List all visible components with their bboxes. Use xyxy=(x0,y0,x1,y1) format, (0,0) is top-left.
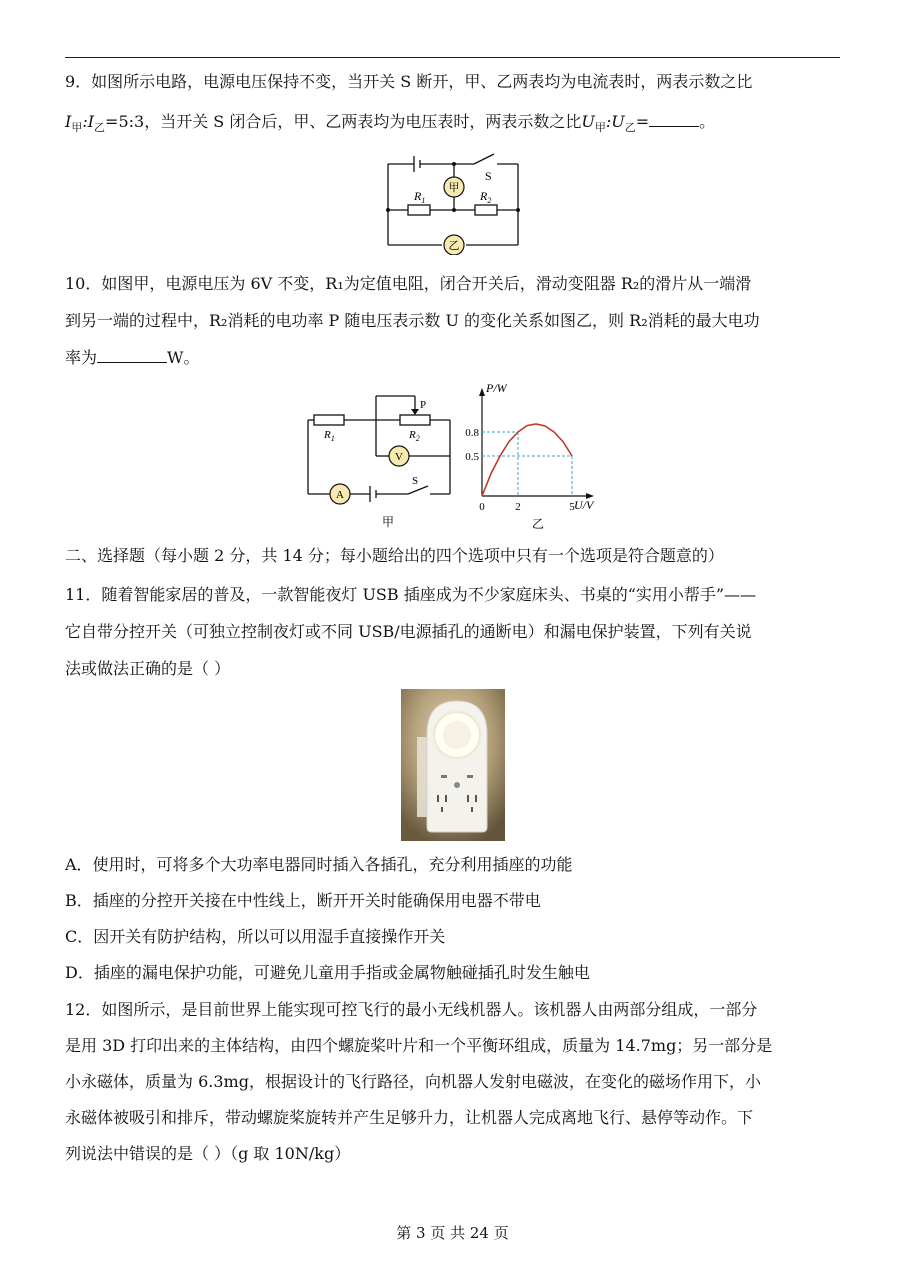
q12-line4: 永磁体被吸引和排斥，带动螺旋桨旋转并产生足够升力，让机器人完成离地飞行、悬停等动作。下 xyxy=(65,1108,754,1127)
q12-line3: 小永磁体，质量为 6.3mg，根据设计的飞行路径，向机器人发射电磁波，在变化的磁场作用下，小 xyxy=(65,1072,761,1091)
chart-caption: 乙 xyxy=(531,517,545,531)
y-tick-label: 0.8 xyxy=(465,427,479,439)
q10-power-voltage-chart xyxy=(462,378,612,533)
y-axis-label: P/W xyxy=(486,381,507,395)
q11-line2: 它自带分控开关（可独立控制夜灯或不同 USB/电源插孔的通断电）和漏电保护装置，下列有关说 xyxy=(65,622,752,641)
slider-label: P xyxy=(420,399,427,411)
q11-line1: 11．随着智能家居的普及，一款智能夜灯 USB 插座成为不少家庭床头、书桌的“实用小帮手”—— xyxy=(65,585,757,604)
power-curve xyxy=(482,424,572,496)
q11-option-b[interactable]: B．插座的分控开关接在中性线上，断开开关时能确保用电器不带电 xyxy=(65,891,541,910)
x-tick-label: 0 xyxy=(479,501,485,513)
q10-line3: 率为 W。 xyxy=(65,348,200,367)
q9-line2: $I_甲:I_乙=5:3$，当开关 S 闭合后，甲、乙两表均为电压表时，两表示数之比$U_甲:U_乙=$ 。 xyxy=(65,112,716,135)
junction-dot xyxy=(386,208,390,212)
top-rule xyxy=(65,57,840,58)
r2-label: $R_2$ xyxy=(480,189,492,205)
junction-dot xyxy=(516,208,520,212)
r1-label: $R_1$ xyxy=(414,189,426,205)
x-tick-label: 2 xyxy=(515,501,521,513)
q12-line5: 列说法中错误的是（ ）（g 取 10N/kg） xyxy=(65,1144,351,1163)
q11-option-a[interactable]: A．使用时，可将多个大功率电器同时插入各插孔，充分利用插座的功能 xyxy=(65,855,573,874)
q9-line1: 9．如图所示电路，电源电压保持不变，当开关 S 断开，甲、乙两表均为电流表时，两表示数之比 xyxy=(65,72,753,91)
q10-line2: 到另一端的过程中，R₂消耗的电功率 P 随电压表示数 U 的变化关系如图乙，则 R₂消耗的最大电功 xyxy=(65,311,760,330)
q11-option-c[interactable]: C．因开关有防护结构，所以可以用湿手直接操作开关 xyxy=(65,927,446,946)
junction-dot xyxy=(452,162,456,166)
q10-line1: 10．如图甲，电源电压为 6V 不变，R₁为定值电阻，闭合开关后，滑动变阻器 R₂的滑片从一端滑 xyxy=(65,274,752,293)
q11-line3: 法或做法正确的是（ ） xyxy=(65,659,231,678)
q9-answer-blank[interactable] xyxy=(649,110,699,127)
switch-label: S xyxy=(412,475,419,487)
y-axis-arrow-icon xyxy=(479,388,485,396)
switch-label: S xyxy=(485,169,492,183)
meter-jia-label: 甲 xyxy=(448,182,460,194)
x-axis-label: U/V xyxy=(574,498,594,512)
q10-answer-blank[interactable] xyxy=(97,346,167,363)
junction-dot xyxy=(452,208,456,212)
y-tick-label: 0.5 xyxy=(465,451,479,463)
q11-option-d[interactable]: D．插座的漏电保护功能，可避免儿童用手指或金属物触碰插孔时发生触电 xyxy=(65,963,590,982)
x-tick-label: 5 xyxy=(569,501,575,513)
ammeter-label: A xyxy=(336,489,344,501)
circuit-caption: 甲 xyxy=(381,515,395,529)
section-heading: 二、选择题（每小题 2 分，共 14 分；每小题给出的四个选项中只有一个选项是符合题意的） xyxy=(65,546,724,565)
q9-circuit-diagram xyxy=(380,150,525,255)
page-footer: 第 3 页 共 24 页 xyxy=(396,1224,509,1242)
voltmeter-label: V xyxy=(395,451,403,463)
q10-circuit-diagram xyxy=(300,390,460,530)
slider-arrow-icon xyxy=(411,409,419,415)
meter-yi-label: 乙 xyxy=(448,240,460,252)
r1-label: $R_1$ xyxy=(324,429,335,443)
night-light-usb-socket-photo xyxy=(401,689,505,841)
q12-line1: 12．如图所示，是目前世界上能实现可控飞行的最小无线机器人。该机器人由两部分组成，一部分 xyxy=(65,1000,758,1019)
r2-label: $R_2$ xyxy=(409,429,420,443)
q12-line2: 是用 3D 打印出来的主体结构，由四个螺旋桨叶片和一个平衡环组成，质量为 14.7mg；另一部分是 xyxy=(65,1036,773,1055)
